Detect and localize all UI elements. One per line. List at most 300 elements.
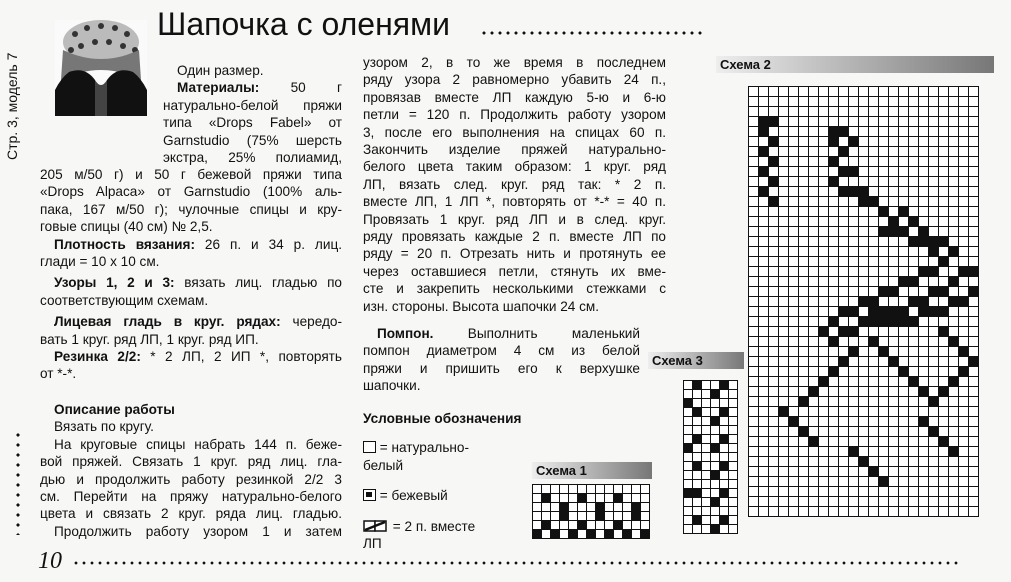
scheme2-cell bbox=[859, 117, 869, 127]
scheme1-cell bbox=[569, 530, 578, 539]
scheme2-cell bbox=[969, 237, 979, 247]
scheme2-cell bbox=[889, 397, 899, 407]
scheme2-cell bbox=[959, 277, 969, 287]
scheme2-cell bbox=[899, 217, 909, 227]
scheme2-cell bbox=[819, 497, 829, 507]
scheme2-cell bbox=[829, 167, 839, 177]
scheme2-cell bbox=[799, 87, 809, 97]
scheme2-cell bbox=[839, 207, 849, 217]
scheme2-cell bbox=[869, 477, 879, 487]
scheme3-cell bbox=[720, 471, 729, 480]
scheme2-cell bbox=[899, 307, 909, 317]
scheme2-cell bbox=[819, 137, 829, 147]
scheme2-cell bbox=[809, 267, 819, 277]
gauge-label: Плотность вязания: bbox=[54, 236, 195, 252]
scheme2-cell bbox=[749, 117, 759, 127]
scheme2-cell bbox=[879, 447, 889, 457]
scheme2-cell bbox=[899, 117, 909, 127]
scheme2-cell bbox=[909, 117, 919, 127]
scheme2-cell bbox=[859, 147, 869, 157]
scheme3-cell bbox=[720, 381, 729, 390]
scheme2-cell bbox=[909, 267, 919, 277]
scheme2-cell bbox=[809, 377, 819, 387]
scheme2-cell bbox=[839, 257, 849, 267]
scheme2-cell bbox=[859, 397, 869, 407]
scheme2-cell bbox=[869, 267, 879, 277]
scheme2-cell bbox=[779, 157, 789, 167]
scheme2-cell bbox=[929, 267, 939, 277]
scheme2-cell bbox=[929, 257, 939, 267]
scheme2-cell bbox=[889, 87, 899, 97]
scheme2-cell bbox=[839, 147, 849, 157]
scheme1-chart bbox=[532, 484, 650, 538]
scheme2-cell bbox=[879, 347, 889, 357]
scheme2-cell bbox=[929, 457, 939, 467]
scheme2-cell bbox=[889, 427, 899, 437]
scheme2-cell bbox=[889, 507, 899, 517]
scheme2-cell bbox=[779, 427, 789, 437]
scheme2-cell bbox=[779, 247, 789, 257]
scheme2-cell bbox=[949, 117, 959, 127]
scheme3-cell bbox=[711, 489, 720, 498]
scheme2-cell bbox=[949, 467, 959, 477]
scheme2-cell bbox=[899, 147, 909, 157]
scheme3-cell bbox=[684, 498, 693, 507]
scheme2-cell bbox=[819, 257, 829, 267]
scheme3-cell bbox=[711, 399, 720, 408]
scheme2-cell bbox=[879, 247, 889, 257]
scheme2-cell bbox=[809, 167, 819, 177]
scheme2-cell bbox=[959, 107, 969, 117]
scheme2-cell bbox=[889, 177, 899, 187]
scheme2-cell bbox=[939, 257, 949, 267]
scheme2-cell bbox=[849, 367, 859, 377]
scheme2-cell bbox=[859, 267, 869, 277]
scheme2-cell bbox=[919, 467, 929, 477]
scheme2-cell bbox=[909, 347, 919, 357]
scheme2-cell bbox=[969, 397, 979, 407]
scheme2-cell bbox=[899, 457, 909, 467]
scheme2-cell bbox=[769, 297, 779, 307]
scheme2-cell bbox=[749, 297, 759, 307]
scheme2-cell bbox=[809, 207, 819, 217]
scheme2-cell bbox=[969, 477, 979, 487]
scheme2-cell bbox=[969, 87, 979, 97]
scheme2-cell bbox=[789, 417, 799, 427]
scheme2-cell bbox=[909, 197, 919, 207]
scheme2-cell bbox=[789, 497, 799, 507]
scheme1-cell bbox=[578, 521, 587, 530]
scheme2-cell bbox=[879, 467, 889, 477]
scheme2-cell bbox=[949, 247, 959, 257]
scheme2-cell bbox=[749, 497, 759, 507]
scheme1-cell bbox=[560, 530, 569, 539]
scheme2-cell bbox=[799, 287, 809, 297]
scheme2-cell bbox=[949, 407, 959, 417]
scheme2-cell bbox=[799, 127, 809, 137]
scheme2-cell bbox=[849, 137, 859, 147]
scheme2-cell bbox=[819, 167, 829, 177]
scheme2-cell bbox=[849, 467, 859, 477]
scheme2-cell bbox=[969, 367, 979, 377]
scheme2-cell bbox=[959, 367, 969, 377]
scheme2-cell bbox=[929, 327, 939, 337]
scheme2-cell bbox=[829, 367, 839, 377]
scheme2-cell bbox=[769, 457, 779, 467]
scheme2-cell bbox=[869, 227, 879, 237]
scheme1-cell bbox=[533, 485, 542, 494]
scheme2-cell bbox=[969, 297, 979, 307]
scheme2-cell bbox=[809, 277, 819, 287]
scheme2-cell bbox=[819, 87, 829, 97]
scheme2-cell bbox=[889, 117, 899, 127]
scheme2-cell bbox=[949, 447, 959, 457]
scheme2-cell bbox=[919, 347, 929, 357]
scheme3-cell bbox=[720, 489, 729, 498]
scheme3-cell bbox=[720, 480, 729, 489]
scheme2-cell bbox=[949, 297, 959, 307]
scheme3-cell bbox=[711, 507, 720, 516]
scheme2-cell bbox=[959, 387, 969, 397]
scheme3-cell bbox=[711, 390, 720, 399]
scheme2-cell bbox=[839, 477, 849, 487]
scheme2-cell bbox=[909, 177, 919, 187]
scheme2-cell bbox=[779, 297, 789, 307]
scheme2-cell bbox=[859, 137, 869, 147]
scheme2-cell bbox=[869, 367, 879, 377]
scheme2-cell bbox=[769, 227, 779, 237]
scheme2-cell bbox=[899, 167, 909, 177]
scheme1-cell bbox=[533, 530, 542, 539]
scheme2-cell bbox=[909, 377, 919, 387]
scheme2-cell bbox=[969, 107, 979, 117]
scheme2-cell bbox=[839, 237, 849, 247]
scheme3-cell bbox=[720, 390, 729, 399]
scheme2-cell bbox=[869, 137, 879, 147]
scheme2-cell bbox=[849, 377, 859, 387]
scheme2-cell bbox=[749, 107, 759, 117]
intro-block-full: 205 м/50 г) и 50 г бежевой пряжи типа «Drops Alpaca» от Garnstudio (100% аль- пака, 167 м/50 г); чулочные спицы и кру- говые спицы (40 см) № 2,5. Плотность вязания: 26 п. и 34 р. лиц. глади = 10 х 10 см. Узоры 1, 2 и 3: вязать лиц. гладью по соответствующим схемам. Лицевая гладь в круг. рядах: чередо- вать 1 круг. ряд ЛП, 1 круг. ряд ИП. Резинка 2/2: * 2 ЛП, 2 ИП *, повторять от *-*. bbox=[40, 167, 343, 382]
scheme2-cell bbox=[789, 177, 799, 187]
scheme2-cell bbox=[949, 227, 959, 237]
scheme2-cell bbox=[789, 357, 799, 367]
scheme2-cell bbox=[779, 327, 789, 337]
scheme2-cell bbox=[749, 227, 759, 237]
scheme1-cell bbox=[578, 512, 587, 521]
scheme2-cell bbox=[939, 437, 949, 447]
scheme2-cell bbox=[939, 347, 949, 357]
scheme1-cell bbox=[560, 494, 569, 503]
scheme1-cell bbox=[578, 494, 587, 503]
scheme2-cell bbox=[929, 467, 939, 477]
scheme1-cell bbox=[587, 521, 596, 530]
scheme1-cell bbox=[632, 485, 641, 494]
scheme2-cell bbox=[969, 337, 979, 347]
scheme2-cell bbox=[969, 457, 979, 467]
scheme2-cell bbox=[939, 497, 949, 507]
scheme2-cell bbox=[829, 317, 839, 327]
scheme2-cell bbox=[849, 267, 859, 277]
scheme2-cell bbox=[879, 297, 889, 307]
intro-block: Один размер. Материалы: 50 г натурально-белой пряжи типа «Drops Fabel» от Garnstudio (75% шерсть экстра, 25% полиамид, bbox=[163, 63, 342, 166]
scheme2-cell bbox=[869, 247, 879, 257]
scheme2-cell bbox=[909, 257, 919, 267]
scheme2-cell bbox=[899, 467, 909, 477]
scheme1-cell bbox=[551, 494, 560, 503]
scheme2-cell bbox=[799, 257, 809, 267]
scheme2-cell bbox=[749, 337, 759, 347]
scheme1-cell bbox=[542, 503, 551, 512]
scheme2-cell bbox=[789, 107, 799, 117]
scheme2-cell bbox=[799, 217, 809, 227]
scheme2-cell bbox=[939, 157, 949, 167]
scheme2-cell bbox=[769, 327, 779, 337]
scheme2-cell bbox=[839, 97, 849, 107]
scheme2-cell bbox=[889, 107, 899, 117]
scheme2-cell bbox=[769, 427, 779, 437]
scheme2-cell bbox=[949, 177, 959, 187]
scheme2-cell bbox=[909, 477, 919, 487]
scheme2-cell bbox=[839, 387, 849, 397]
scheme2-cell bbox=[889, 237, 899, 247]
scheme2-cell bbox=[939, 447, 949, 457]
scheme2-cell bbox=[759, 457, 769, 467]
scheme2-cell bbox=[769, 487, 779, 497]
scheme2-cell bbox=[869, 207, 879, 217]
scheme2-cell bbox=[969, 507, 979, 517]
scheme2-cell bbox=[919, 117, 929, 127]
scheme2-cell bbox=[939, 197, 949, 207]
scheme1-cell bbox=[551, 530, 560, 539]
scheme2-cell bbox=[939, 177, 949, 187]
scheme2-cell bbox=[809, 117, 819, 127]
scheme2-cell bbox=[919, 337, 929, 347]
scheme2-cell bbox=[969, 137, 979, 147]
scheme2-cell bbox=[909, 417, 919, 427]
scheme2-cell bbox=[749, 147, 759, 157]
scheme2-cell bbox=[759, 177, 769, 187]
scheme3-cell bbox=[711, 525, 720, 534]
scheme2-cell bbox=[829, 207, 839, 217]
scheme3-cell bbox=[711, 435, 720, 444]
scheme2-cell bbox=[799, 157, 809, 167]
scheme2-cell bbox=[829, 307, 839, 317]
scheme2-cell bbox=[969, 277, 979, 287]
scheme2-cell bbox=[839, 267, 849, 277]
scheme2-cell bbox=[769, 307, 779, 317]
scheme2-cell bbox=[829, 427, 839, 437]
scheme2-cell bbox=[849, 287, 859, 297]
scheme2-cell bbox=[799, 497, 809, 507]
scheme2-cell bbox=[859, 347, 869, 357]
scheme2-cell bbox=[969, 407, 979, 417]
scheme2-cell bbox=[849, 147, 859, 157]
scheme2-cell bbox=[759, 477, 769, 487]
scheme1-cell bbox=[578, 485, 587, 494]
scheme1-cell bbox=[641, 503, 650, 512]
scheme3-cell bbox=[729, 408, 738, 417]
scheme2-cell bbox=[939, 147, 949, 157]
scheme2-cell bbox=[969, 417, 979, 427]
scheme3-cell bbox=[684, 507, 693, 516]
scheme2-cell bbox=[879, 487, 889, 497]
scheme2-cell bbox=[879, 307, 889, 317]
scheme2-cell bbox=[859, 427, 869, 437]
scheme2-cell bbox=[949, 267, 959, 277]
scheme2-cell bbox=[819, 357, 829, 367]
scheme2-cell bbox=[879, 127, 889, 137]
scheme2-cell bbox=[959, 237, 969, 247]
scheme2-cell bbox=[809, 507, 819, 517]
scheme2-cell bbox=[909, 227, 919, 237]
scheme2-cell bbox=[789, 257, 799, 267]
scheme2-cell bbox=[889, 327, 899, 337]
scheme2-cell bbox=[879, 397, 889, 407]
scheme1-cell bbox=[632, 503, 641, 512]
scheme2-cell bbox=[909, 387, 919, 397]
scheme1-cell bbox=[596, 521, 605, 530]
scheme2-cell bbox=[809, 387, 819, 397]
scheme2-cell bbox=[919, 257, 929, 267]
scheme2-cell bbox=[789, 247, 799, 257]
scheme2-cell bbox=[879, 327, 889, 337]
scheme2-cell bbox=[819, 347, 829, 357]
scheme2-cell bbox=[889, 217, 899, 227]
scheme2-cell bbox=[909, 237, 919, 247]
scheme2-cell bbox=[819, 477, 829, 487]
scheme2-cell bbox=[819, 197, 829, 207]
scheme2-cell bbox=[899, 287, 909, 297]
scheme2-cell bbox=[799, 177, 809, 187]
scheme2-cell bbox=[849, 347, 859, 357]
scheme2-cell bbox=[919, 437, 929, 447]
scheme2-cell bbox=[859, 277, 869, 287]
scheme2-cell bbox=[779, 267, 789, 277]
scheme3-cell bbox=[729, 390, 738, 399]
scheme2-cell bbox=[869, 427, 879, 437]
scheme2-cell bbox=[929, 387, 939, 397]
scheme2-cell bbox=[929, 177, 939, 187]
scheme2-cell bbox=[889, 167, 899, 177]
scheme2-cell bbox=[789, 337, 799, 347]
scheme2-cell bbox=[839, 187, 849, 197]
scheme3-cell bbox=[693, 516, 702, 525]
scheme2-cell bbox=[959, 187, 969, 197]
scheme2-cell bbox=[809, 287, 819, 297]
scheme2-cell bbox=[939, 87, 949, 97]
scheme2-cell bbox=[769, 247, 779, 257]
scheme2-cell bbox=[859, 157, 869, 167]
scheme2-cell bbox=[919, 357, 929, 367]
scheme2-cell bbox=[839, 227, 849, 237]
scheme2-cell bbox=[899, 337, 909, 347]
scheme2-cell bbox=[869, 217, 879, 227]
scheme2-cell bbox=[929, 507, 939, 517]
scheme2-cell bbox=[759, 327, 769, 337]
scheme2-cell bbox=[829, 477, 839, 487]
scheme2-cell bbox=[829, 117, 839, 127]
scheme2-cell bbox=[759, 387, 769, 397]
scheme2-cell bbox=[959, 207, 969, 217]
scheme2-cell bbox=[919, 107, 929, 117]
scheme2-cell bbox=[879, 477, 889, 487]
scheme2-cell bbox=[789, 427, 799, 437]
scheme2-cell bbox=[809, 177, 819, 187]
scheme2-cell bbox=[889, 147, 899, 157]
scheme2-cell bbox=[869, 87, 879, 97]
scheme2-cell bbox=[809, 187, 819, 197]
scheme2-cell bbox=[969, 157, 979, 167]
scheme3-cell bbox=[684, 435, 693, 444]
scheme2-cell bbox=[959, 147, 969, 157]
scheme2-cell bbox=[849, 317, 859, 327]
scheme2-cell bbox=[869, 277, 879, 287]
scheme2-cell bbox=[769, 87, 779, 97]
scheme2-cell bbox=[929, 207, 939, 217]
scheme2-cell bbox=[799, 197, 809, 207]
scheme2-cell bbox=[799, 467, 809, 477]
scheme2-cell bbox=[749, 387, 759, 397]
scheme3-cell bbox=[711, 471, 720, 480]
scheme2-cell bbox=[749, 417, 759, 427]
scheme2-cell bbox=[789, 197, 799, 207]
scheme2-cell bbox=[879, 147, 889, 157]
scheme2-cell bbox=[859, 437, 869, 447]
scheme2-cell bbox=[789, 507, 799, 517]
scheme2-cell bbox=[959, 447, 969, 457]
scheme2-cell bbox=[959, 227, 969, 237]
scheme2-cell bbox=[959, 507, 969, 517]
scheme2-cell bbox=[819, 267, 829, 277]
stockinette-label: Лицевая гладь в круг. рядах: bbox=[54, 314, 281, 330]
scheme3-cell bbox=[720, 435, 729, 444]
scheme2-cell bbox=[869, 327, 879, 337]
scheme2-cell bbox=[869, 187, 879, 197]
scheme3-cell bbox=[684, 399, 693, 408]
scheme2-cell bbox=[819, 437, 829, 447]
scheme2-cell bbox=[839, 137, 849, 147]
scheme2-cell bbox=[809, 217, 819, 227]
scheme2-cell bbox=[809, 227, 819, 237]
scheme2-cell bbox=[769, 117, 779, 127]
scheme2-cell bbox=[919, 447, 929, 457]
scheme2-cell bbox=[779, 127, 789, 137]
scheme2-cell bbox=[809, 317, 819, 327]
scheme2-cell bbox=[949, 107, 959, 117]
scheme2-cell bbox=[859, 247, 869, 257]
scheme2-cell bbox=[779, 437, 789, 447]
scheme2-cell bbox=[849, 197, 859, 207]
scheme2-cell bbox=[899, 367, 909, 377]
scheme2-cell bbox=[969, 447, 979, 457]
scheme2-cell bbox=[909, 437, 919, 447]
scheme2-cell bbox=[969, 247, 979, 257]
scheme3-cell bbox=[702, 480, 711, 489]
scheme2-cell bbox=[899, 397, 909, 407]
scheme2-cell bbox=[879, 287, 889, 297]
scheme1-cell bbox=[614, 521, 623, 530]
scheme2-cell bbox=[829, 377, 839, 387]
scheme3-cell bbox=[702, 390, 711, 399]
scheme1-cell bbox=[551, 503, 560, 512]
scheme2-cell bbox=[839, 507, 849, 517]
scheme1-cell bbox=[551, 521, 560, 530]
scheme2-cell bbox=[759, 137, 769, 147]
scheme2-cell bbox=[899, 417, 909, 427]
scheme2-cell bbox=[899, 277, 909, 287]
scheme3-chart bbox=[683, 380, 741, 540]
page-number: 10 bbox=[38, 548, 62, 574]
